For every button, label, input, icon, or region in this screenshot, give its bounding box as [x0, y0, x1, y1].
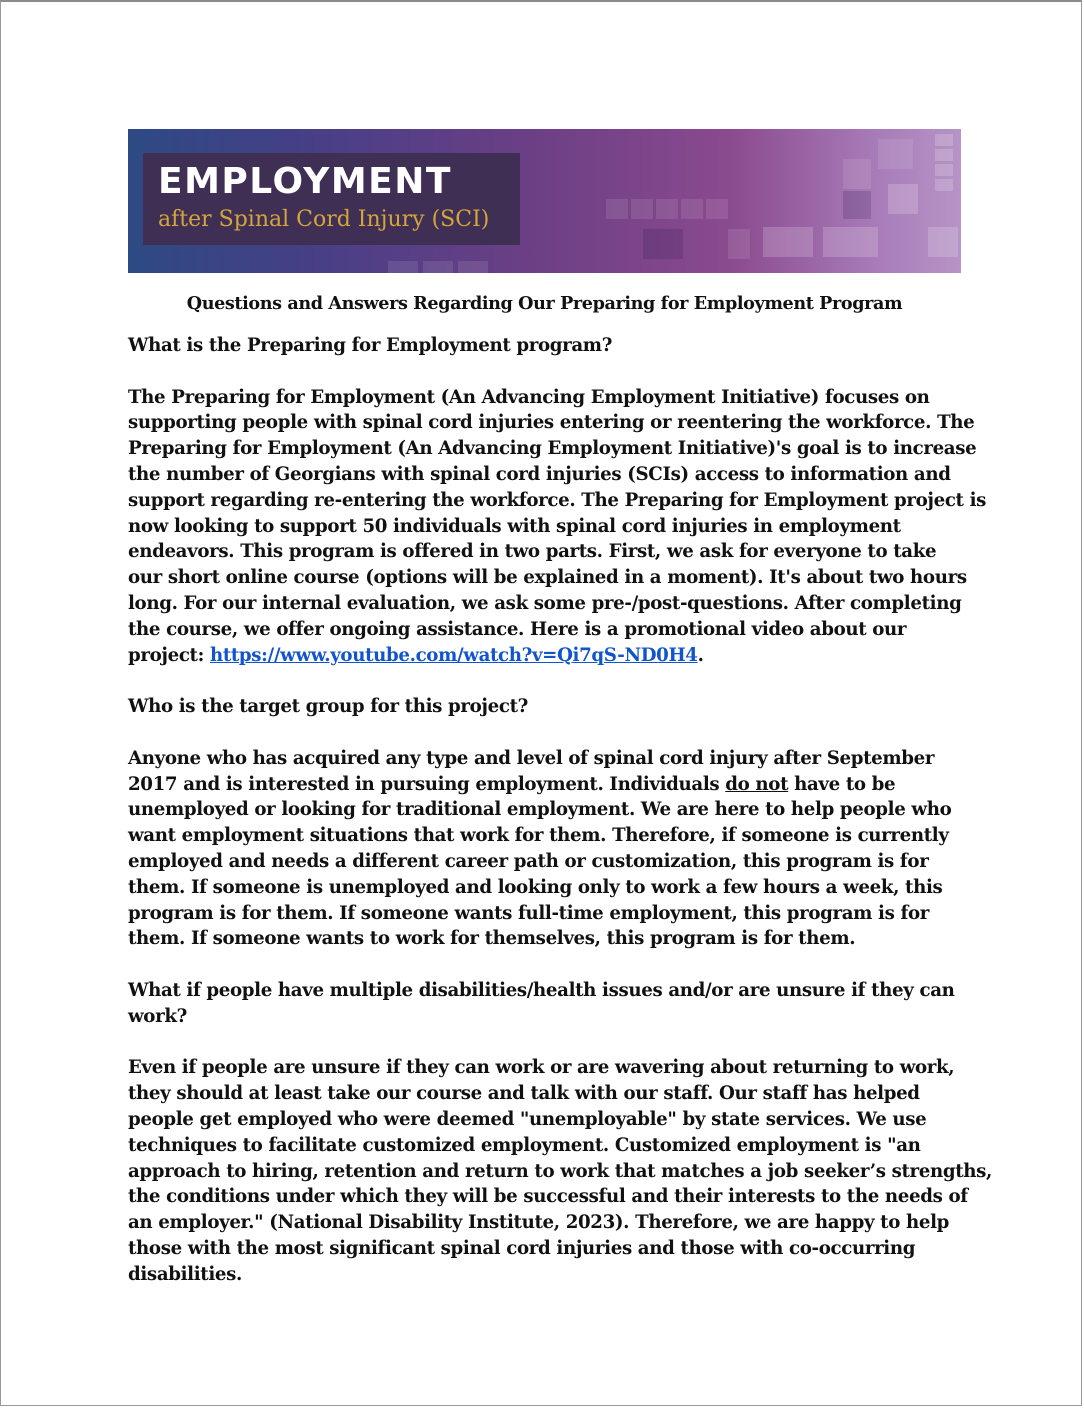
answer-2-text: have to be: [788, 773, 896, 795]
answer-3-line: an employer." (National Disability Institute, 2023). Therefore, we are happy to help: [128, 1212, 949, 1234]
answer-3-line: techniques to facilitate customized employment. Customized employment is "an: [128, 1134, 921, 1156]
answer-2-line: them. If someone wants to work for themselves, this program is for them.: [128, 928, 856, 950]
banner-title: EMPLOYMENT: [158, 161, 452, 202]
answer-1-line: support regarding re-entering the workforce. The Preparing for Employment project is: [128, 489, 987, 511]
answer-1-link-suffix: .: [697, 644, 704, 666]
question-3: [128, 978, 978, 1030]
banner-title-box: [143, 153, 520, 245]
answer-1-line: our short online course (options will be explained in a moment). It's about two hours: [128, 567, 967, 589]
answer-1: [128, 385, 987, 669]
answer-2-line: employed and needs a different career path or customization, this program is for: [128, 850, 929, 872]
answer-1-link-prefix: project:: [128, 644, 210, 666]
document-body: [128, 333, 992, 1313]
question-1: What is the Preparing for Employment program?: [128, 335, 613, 356]
question-3-line: work?: [128, 1005, 187, 1027]
answer-3-line: those with the most significant spinal cord injuries and those with co-occurring: [128, 1237, 916, 1259]
answer-3: [128, 1055, 992, 1287]
answer-1-line: The Preparing for Employment (An Advancing Employment Initiative) focuses on: [128, 386, 930, 408]
answer-3-line: they should at least take our course and talk with our staff. Our staff has helped: [128, 1083, 920, 1105]
answer-3-line: approach to hiring, retention and return to work that matches a job seeker’s strengths,: [128, 1160, 992, 1182]
employment-banner: [128, 129, 961, 273]
answer-3-line: the conditions under which they will be successful and their interests to the needs of: [128, 1186, 968, 1208]
question-2: Who is the target group for this project?: [128, 696, 528, 718]
answer-1-line: the course, we offer ongoing assistance. Here is a promotional video about our: [128, 618, 907, 640]
answer-3-line: Even if people are unsure if they can work or are wavering about returning to work,: [128, 1057, 955, 1079]
youtube-video-link[interactable]: https://www.youtube.com/watch?v=Qi7qS-ND0H4: [209, 644, 698, 666]
answer-1-last-line: [128, 643, 978, 669]
answer-1-line: long. For our internal evaluation, we ask some pre-/post-questions. After completing: [128, 592, 962, 614]
answer-2-line: them. If someone is unemployed and looking only to work a few hours a week, this: [128, 876, 943, 898]
answer-1-line: the number of Georgians with spinal cord injuries (SCIs) access to information and: [128, 463, 951, 485]
answer-2-line: [128, 772, 978, 798]
question-3-line: What if people have multiple disabilities/health issues and/or are unsure if they can: [128, 979, 955, 1001]
underlined-do-not: do not: [725, 773, 789, 795]
answer-2-text: 2017 and is interested in pursuing employment. Individuals: [128, 773, 726, 795]
answer-1-line: Preparing for Employment (An Advancing Employment Initiative)'s goal is to increase: [128, 438, 977, 460]
answer-2: [128, 746, 978, 952]
answer-2-line: unemployed or looking for traditional employment. We are here to help people who: [128, 799, 952, 821]
answer-1-line: supporting people with spinal cord injuries entering or reentering the workforce. The: [128, 412, 975, 434]
answer-1-line: endeavors. This program is offered in two parts. First, we ask for everyone to take: [128, 541, 937, 563]
answer-2-line: Anyone who has acquired any type and level of spinal cord injury after September: [128, 747, 935, 769]
answer-1-line: now looking to support 50 individuals with spinal cord injuries in employment: [128, 515, 901, 537]
banner-subtitle: after Spinal Cord Injury (SCI): [158, 207, 490, 232]
answer-3-line: people get employed who were deemed "unemployable" by state services. We use: [128, 1108, 927, 1130]
document-heading: Questions and Answers Regarding Our Preparing for Employment Program: [186, 293, 903, 314]
answer-3-line: disabilities.: [128, 1263, 242, 1285]
answer-2-line: program is for them. If someone wants full-time employment, this program is for: [128, 902, 929, 924]
answer-2-line: want employment situations that work for them. Therefore, if someone is currently: [128, 825, 949, 847]
